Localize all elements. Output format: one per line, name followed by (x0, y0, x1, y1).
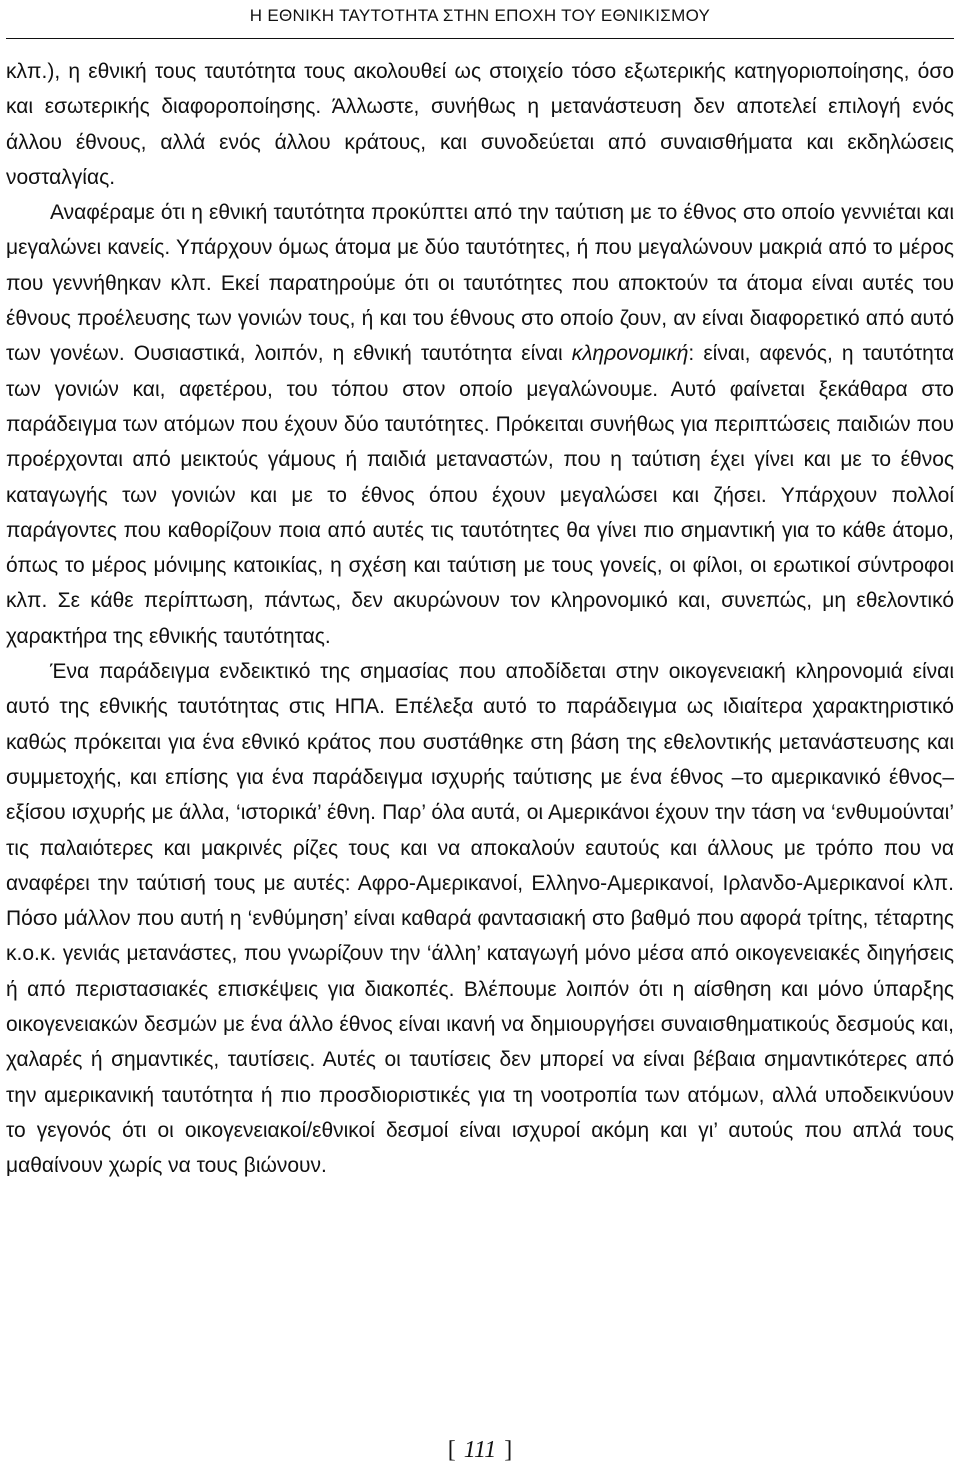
page-bracket-close: ] (504, 1437, 513, 1463)
paragraph-2-part-2: : είναι, αφενός, η ταυτότητα των γονιών και, αφετέρου, του τόπου στον οποίο μεγαλώνουμε. Αυτό φαίνεται ξεκάθαρα στο παράδειγμα των ατόμων που έχουν δύο ταυτότητες. Πρόκειται συνήθως για περιπτώσεις παιδιών που προέρχονται από μεικτούς γάμους ή παιδιά μεταναστών, που η ταύτιση έχει γίνει και με το έθνος καταγωγής των γονιών και με το έθνος όπου έχουν μεγαλώσει και ζήσει. Υπάρχουν πολλοί παράγοντες που καθορίζουν ποια από αυτές τις ταυτότητες θα γίνει πιο σημαντική για το κάθε άτομο, όπως το μέρος μόνιμης κατοικίας, η σχέση και ταύτιση με τους γονείς, οι φίλοι, οι ερωτικοί σύντροφοι κλπ. Σε κάθε περίπτωση, πάντως, δεν ακυρώνουν τον κληρονομικό και, συνεπώς, μη εθελοντικό χαρακτήρα της εθνικής ταυτότητας. (6, 342, 954, 648)
paragraph-3: Ένα παράδειγμα ενδεικτικό της σημασίας που αποδίδεται στην οικογενειακή κληρονομιά είναι αυτό της εθνικής ταυτότητας στις ΗΠΑ. Επέλεξα αυτό το παράδειγμα ως ιδιαίτερα χαρακτηριστικό καθώς πρόκειται για ένα εθνικό κράτος που συστάθηκε στη βάση της εθελοντικής μετανάστευσης και συμμετοχής, και επίσης για ένα παράδειγμα ισχυρής ταύτισης με ένα έθνος –το αμερικανικό έθνος– εξίσου ισχυρής με άλλα, ‘ιστορικά’ έθνη. Παρ’ όλα αυτά, οι Αμερικάνοι έχουν την τάση να ‘ενθυμούνται’ τις παλαιότερες και μακρινές ρίζες τους και να αποκαλούν εαυτούς και άλλους με τρόπο που να αναφέρει την ταύτισή τους με αυτές: Αφρο-Αμερικανοί, Ελληνο-Αμερικανοί, Ιρλανδο-Αμερικανοί κλπ. Πόσο μάλλον που αυτή η ‘ενθύμηση’ είναι καθαρά φαντασιακή στο βαθμό που αφορά τρίτης, τέταρτης κ.ο.κ. γενιάς μετανάστες, που γνωρίζουν την ‘άλλη’ καταγωγή μόνο μέσα από οικογενειακές διηγήσεις ή από περιστασιακές επισκέψεις για διακοπές. Βλέπουμε λοιπόν ότι η αίσθηση και μόνο ύπαρξης οικογενειακών δεσμών με ένα άλλο έθνος είναι ικανή να δημιουργήσει συναισθηματικούς δεσμούς και, χαλαρές ή σημαντικές, ταυτίσεις. Αυτές οι ταυτίσεις δεν μπορεί να είναι βέβαια σημαντικότερες από την αμερικανική ταυτότητα ή πιο προσδιοριστικές για τη νοοτροπία των ατόμων, αλλά υποδεικνύουν το γεγονός ότι οι οικογενειακοί/εθνικοί δεσμοί είναι ισχυροί ακόμη και γι’ αυτούς που απλά τους μαθαίνουν χωρίς να τους βιώνουν. (6, 660, 954, 1178)
page-bracket-open: [ (447, 1437, 456, 1463)
paragraph-2-part-1: Αναφέραμε ότι η εθνική ταυτότητα προκύπτει από την ταύτιση με το έθνος στο οποίο γεννιέται και μεγαλώνει κανείς. Υπάρχουν όμως άτομα με δύο ταυτότητες, ή που μεγαλώνουν μακριά από το μέρος που γεννήθηκαν κλπ. Εκεί παρατηρούμε ότι οι ταυτότητες που αποκτούν τα άτομα είναι αυτές του έθνους προέλευσης των γονιών τους, ή και του έθνους στο οποίο ζουν, αν είναι διαφορετικό από αυτό των γονέων. Ουσιαστικά, λοιπόν, η εθνική ταυτότητα είναι (6, 201, 954, 366)
body-text (6, 54, 954, 1184)
paragraph-2 (6, 195, 954, 654)
page-number-value: 111 (463, 1437, 497, 1463)
paragraph-1: κλπ.), η εθνική τους ταυτότητα τους ακολουθεί ως στοιχείο τόσο εξωτερικής κατηγοριοποίησης, όσο και εσωτερικής διαφοροποίησης. Άλλωστε, συνήθως η μετανάστευση δεν αποτελεί επιλογή ενός άλλου έθνους, αλλά ενός άλλου κράτους, και συνοδεύεται από συναισθήματα και εκδηλώσεις νοσταλγίας. (6, 60, 954, 189)
running-header: Η ΕΘΝΙΚΗ ΤΑΥΤΟΤΗΤΑ ΣΤΗΝ ΕΠΟΧΗ ΤΟΥ ΕΘΝΙΚΙΣΜΟΥ (249, 6, 711, 25)
page-number (0, 1432, 960, 1468)
emphasis-term: κληρονομική (571, 342, 689, 366)
header-rule (6, 38, 954, 39)
